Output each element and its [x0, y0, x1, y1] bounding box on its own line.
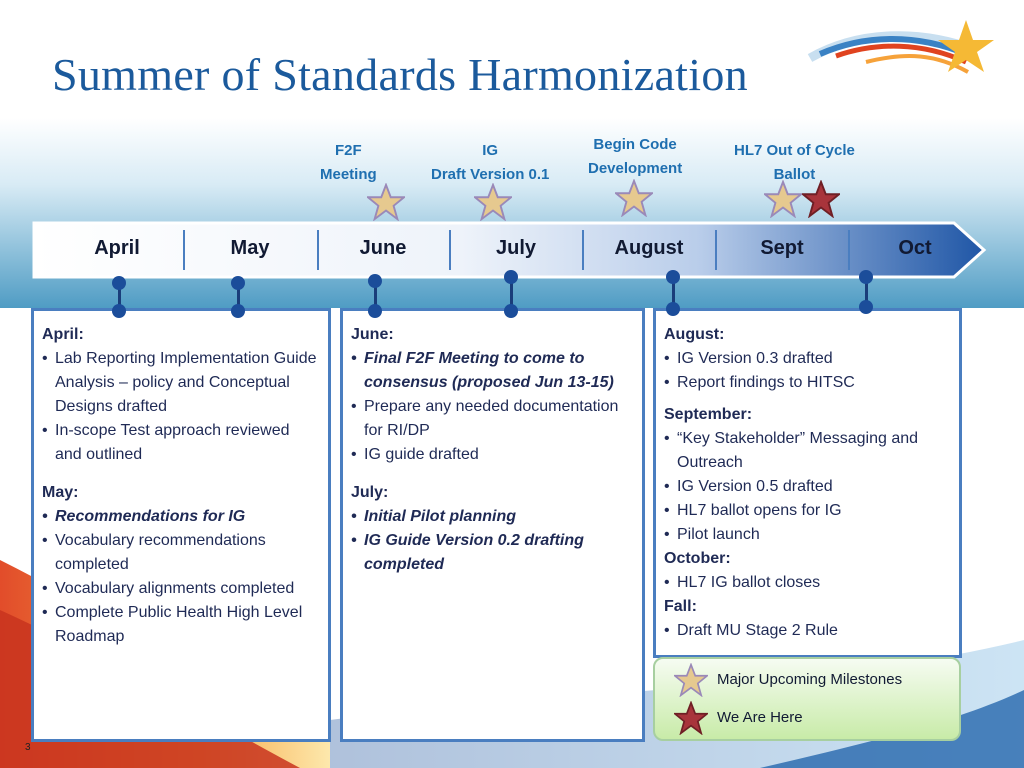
list-item: • Vocabulary alignments completed	[42, 577, 318, 601]
timeline-node	[368, 304, 382, 318]
legend-major-label: Major Upcoming Milestones	[717, 671, 903, 688]
timeline-node	[504, 270, 518, 284]
milestone-label-line: Ballot	[773, 166, 816, 183]
milestone-label-line: Draft Version 0.1	[431, 166, 550, 183]
milestone-label-line: Meeting	[320, 166, 377, 183]
list-item: • Lab Reporting Implementation Guide Analysis – policy and Conceptual Designs drafted	[42, 347, 318, 419]
milestone-label-line: HL7 Out of Cycle	[734, 142, 855, 159]
milestone-label-line: F2F	[335, 142, 362, 159]
timeline-node	[368, 274, 382, 288]
milestone-star-icon	[615, 179, 653, 217]
month-may: May	[230, 237, 270, 259]
month-august: August	[614, 237, 684, 259]
list-item: • Pilot launch	[664, 523, 949, 547]
we-are-here-star-icon	[802, 180, 840, 218]
month-april: April	[94, 237, 140, 259]
list-item: • In-scope Test approach reviewed and outlined	[42, 419, 318, 467]
list-item: • Complete Public Health High Level Roadmap	[42, 601, 318, 649]
list-item: • Report findings to HITSC	[664, 371, 949, 395]
milestone-label-begin-code	[588, 133, 682, 181]
milestone-star-icon	[764, 180, 802, 218]
panel-june-july	[340, 308, 645, 742]
list-item: • IG Guide Version 0.2 drafting completed	[351, 529, 632, 577]
milestone-label-line: IG	[482, 142, 499, 159]
legend	[653, 657, 961, 741]
july-list	[351, 505, 632, 577]
timeline-node	[504, 304, 518, 318]
list-item: • Final F2F Meeting to come to consensus (proposed Jun 13-15)	[351, 347, 632, 395]
legend-here-label: We Are Here	[717, 709, 803, 726]
timeline-node	[231, 276, 245, 290]
august-list	[664, 347, 949, 395]
list-item: • “Key Stakeholder” Messaging and Outreach	[664, 427, 949, 475]
list-item: • Recommendations for IG	[42, 505, 318, 529]
swoosh-star-logo	[806, 14, 996, 104]
list-item: • HL7 IG ballot closes	[664, 571, 949, 595]
we-are-here-star-icon	[674, 701, 708, 735]
timeline-node	[112, 304, 126, 318]
list-item: • HL7 ballot opens for IG	[664, 499, 949, 523]
fall-list	[664, 619, 949, 643]
september-heading: September:	[664, 406, 753, 423]
timeline-node	[231, 304, 245, 318]
october-list	[664, 571, 949, 595]
milestone-label-ig-draft	[431, 139, 549, 187]
panel-april-may	[31, 308, 331, 742]
list-item: • IG Version 0.3 drafted	[664, 347, 949, 371]
timeline-node	[859, 270, 873, 284]
milestone-label-f2f-meeting	[320, 139, 377, 187]
august-heading: August:	[664, 326, 725, 343]
page-number: 3	[25, 742, 31, 753]
month-oct: Oct	[898, 237, 932, 259]
july-heading: July:	[351, 484, 389, 501]
may-heading: May:	[42, 484, 79, 501]
list-item: • Draft MU Stage 2 Rule	[664, 619, 949, 643]
milestone-star-icon	[367, 183, 405, 221]
april-heading: April:	[42, 326, 84, 343]
fall-heading: Fall:	[664, 598, 697, 615]
list-item: • IG guide drafted	[351, 443, 632, 467]
may-list	[42, 505, 318, 649]
milestone-star-icon	[474, 183, 512, 221]
month-june: June	[359, 237, 407, 259]
list-item: • IG Version 0.5 drafted	[664, 475, 949, 499]
timeline-node	[112, 276, 126, 290]
timeline-node	[859, 300, 873, 314]
milestone-star-icon	[674, 663, 708, 697]
list-item: • Prepare any needed documentation for RI/DP	[351, 395, 632, 443]
month-july: July	[495, 237, 537, 259]
month-sept: Sept	[760, 237, 804, 259]
milestone-label-line: Development	[588, 160, 683, 177]
june-heading: June:	[351, 326, 394, 343]
page-title: Summer of Standards Harmonization	[52, 49, 748, 100]
list-item: • Vocabulary recommendations completed	[42, 529, 318, 577]
october-heading: October:	[664, 550, 731, 567]
september-list	[664, 427, 949, 547]
panel-august-fall	[653, 308, 962, 658]
april-list	[42, 347, 318, 467]
timeline-node	[666, 302, 680, 316]
milestone-label-line: Begin Code	[593, 136, 677, 153]
timeline-node	[666, 270, 680, 284]
june-list	[351, 347, 632, 467]
list-item: • Initial Pilot planning	[351, 505, 632, 529]
